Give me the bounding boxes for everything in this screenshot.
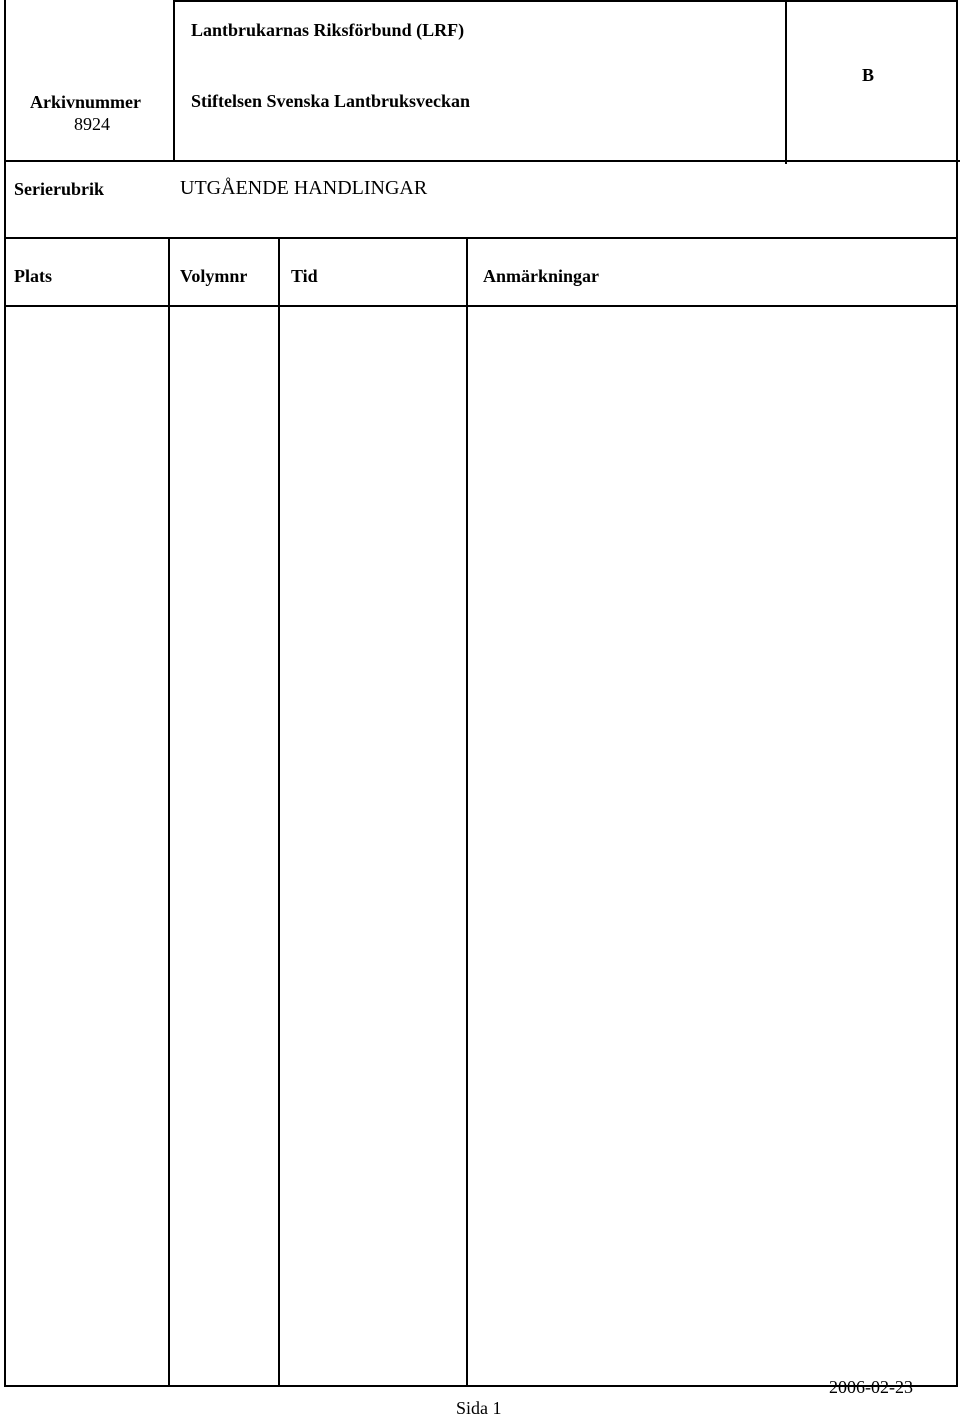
outer-left-border — [4, 0, 6, 1387]
archive-number-label: Arkivnummer — [30, 92, 141, 112]
series-code: B — [862, 65, 875, 85]
top-border — [174, 0, 958, 2]
column-header-tid: Tid — [291, 266, 318, 286]
series-title: UTGÅENDE HANDLINGAR — [180, 177, 428, 199]
column-divider-3 — [466, 238, 468, 1387]
column-header-volymnr: Volymnr — [180, 266, 248, 286]
column-divider-2 — [278, 238, 280, 1387]
table-bottom-rule — [4, 1385, 958, 1387]
foundation-name: Stiftelsen Svenska Lantbruksveckan — [191, 91, 471, 111]
header-divider-left — [173, 0, 175, 162]
organization-name: Lantbrukarnas Riksförbund (LRF) — [191, 20, 465, 40]
page-number: Sida 1 — [456, 1398, 502, 1418]
header-bottom-rule — [4, 160, 960, 162]
column-header-bottom-rule — [4, 305, 958, 307]
column-divider-1 — [168, 238, 170, 1387]
series-label: Serierubrik — [14, 179, 104, 199]
series-bottom-rule — [4, 237, 958, 239]
header-divider-right — [785, 0, 787, 164]
archive-number: 8924 — [74, 114, 110, 134]
print-date: 2006-02-23 — [829, 1377, 913, 1397]
column-header-anmarkningar: Anmärkningar — [483, 266, 600, 286]
column-header-plats: Plats — [14, 266, 52, 286]
outer-right-border — [956, 0, 958, 1387]
